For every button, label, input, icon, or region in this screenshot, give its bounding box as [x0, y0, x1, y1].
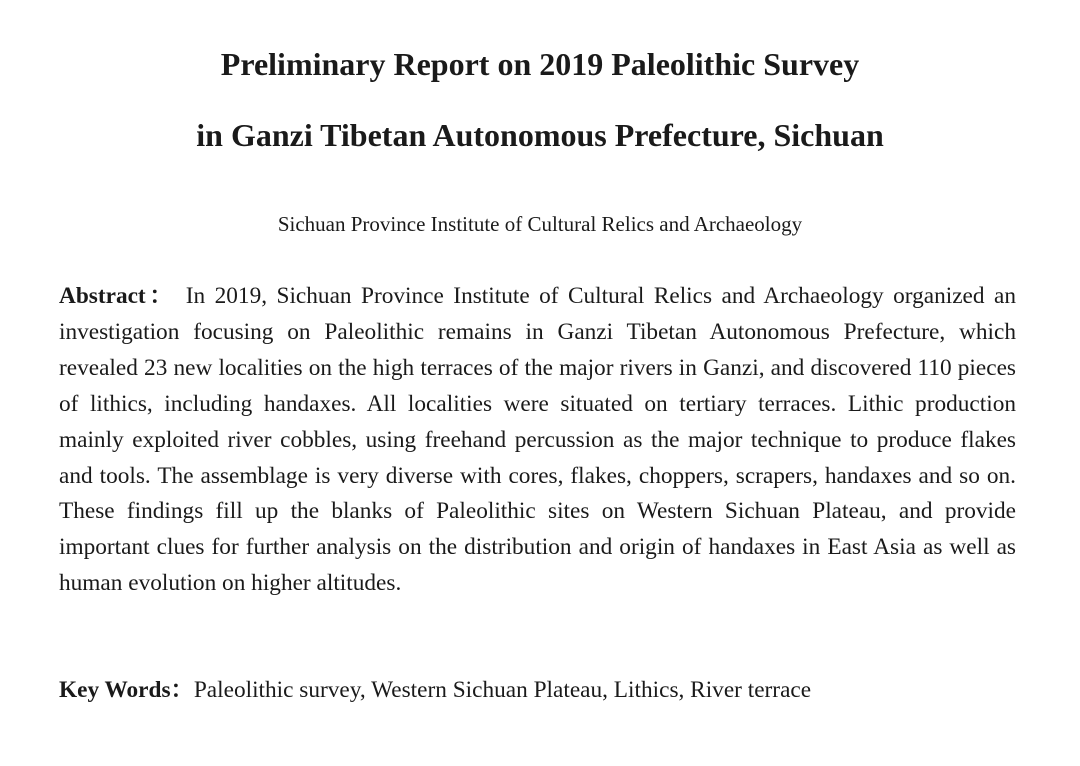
keywords-text: Paleolithic survey, Western Sichuan Plateau, Lithics, River terrace — [193, 677, 812, 703]
keywords-label: Key Words： — [59, 677, 194, 703]
abstract-paragraph — [59, 279, 1016, 602]
abstract-label: Abstract： — [59, 283, 177, 309]
title-line-1: Preliminary Report on 2019 Paleolithic Survey — [220, 46, 860, 82]
title-line-2: in Ganzi Tibetan Autonomous Prefecture, Sichuan — [196, 117, 884, 153]
keywords-paragraph — [59, 673, 1016, 709]
abstract-text: In 2019, Sichuan Province Institute of Cultural Relics and Archaeology organized an investigation focusing on Paleolithic remains in Ganzi Tibetan Autonomous Prefecture, which revealed 23 new localities on the high terraces of the major rivers in Ganzi, and discovered 110 pieces of lithics, including handaxes. All localities were situated on tertiary terraces. Lithic production mainly exploited river cobbles, using freehand percussion as the major technique to produce flakes and tools. The assemblage is very diverse with cores, flakes, choppers, scrapers, handaxes and so on. These findings fill up the blanks of Paleolithic sites on Western Sichuan Plateau, and provide important clues for further analysis on the distribution and origin of handaxes in East Asia as well as human evolution on higher altitudes. — [59, 283, 1016, 597]
affiliation: Sichuan Province Institute of Cultural Relics and Archaeology — [277, 212, 803, 236]
